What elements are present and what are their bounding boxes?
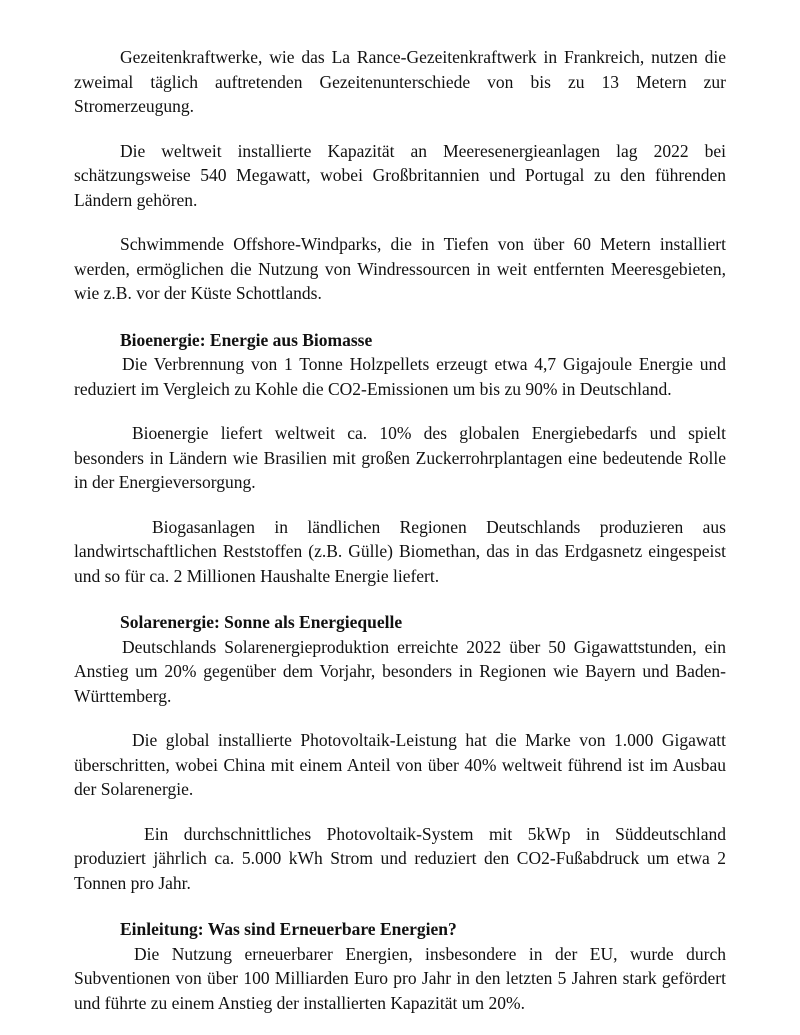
paragraph-wood-pellets: Die Verbrennung von 1 Tonne Holzpellets erzeugt etwa 4,7 Gigajoule Energie und reduziert im Vergleich zu Kohle die CO2-Emissionen um bis zu 90% in Deutschland. [74, 354, 726, 399]
paragraph-floating-wind: Schwimmende Offshore-Windparks, die in Tiefen von über 60 Metern installiert werden, ermöglichen die Nutzung von Windressourcen in weit entfernten Meeresgebieten, wie z.B. vor der Küste Schottlands. [74, 234, 726, 303]
document-page [74, 45, 726, 1015]
paragraph-marine-capacity: Die weltweit installierte Kapazität an Meeresenergieanlagen lag 2022 bei schätzungsweise 540 Megawatt, wobei Großbritannien und Portugal zu den führenden Ländern gehören. [74, 140, 726, 210]
paragraph-eu-subsidies: Die Nutzung erneuerbarer Energien, insbesondere in der EU, wurde durch Subventionen von über 100 Milliarden Euro pro Jahr in den letzten 5 Jahren stark gefördert und führte zu einem Anstieg der installierten Kapazität um 20%. [74, 943, 726, 1013]
heading-bioenergy: Bioenergie: Energie aus Biomasse [120, 329, 373, 350]
paragraph-pv-system: Ein durchschnittliches Photovoltaik-System mit 5kWp in Süddeutschland produziert jährlich ca. 5.000 kWh Strom und reduziert den CO2-Fußabdruck um etwa 2 Tonnen pro Jahr. [74, 823, 726, 893]
heading-introduction: Einleitung: Was sind Erneuerbare Energien? [120, 919, 457, 939]
paragraph-tidal: Gezeitenkraftwerke, wie das La Rance-Gezeitenkraftwerk in Frankreich, nutzen die zweimal täglich auftretenden Gezeitenunterschiede von bis zu 13 Metern zur Stromerzeugung. [74, 47, 726, 116]
heading-solar: Solarenergie: Sonne als Energiequelle [120, 612, 403, 632]
paragraph-pv-global: Die global installierte Photovoltaik-Leistung hat die Marke von 1.000 Gigawatt überschritten, wobei China mit einem Anteil von über 40% weltweit führend ist im Ausbau der Solarenergie. [74, 730, 726, 799]
paragraph-biogas: Biogasanlagen in ländlichen Regionen Deutschlands produzieren aus landwirtschaftlichen Reststoffen (z.B. Gülle) Biomethan, das in das Erdgasnetz eingespeist und so für ca. 2 Millionen Haushalte Energie liefert. [74, 516, 726, 586]
paragraph-solar-germany: Deutschlands Solarenergieproduktion erreichte 2022 über 50 Gigawattstunden, ein Anstieg um 20% gegenüber dem Vorjahr, besonders in Regionen wie Bayern und Baden-Württemberg. [74, 636, 726, 706]
paragraph-bioenergy-share: Bioenergie liefert weltweit ca. 10% des globalen Energiebedarfs und spielt besonders in Ländern wie Brasilien mit großen Zuckerrohrplantagen eine bedeutende Rolle in der Energieversorgung. [74, 423, 726, 492]
